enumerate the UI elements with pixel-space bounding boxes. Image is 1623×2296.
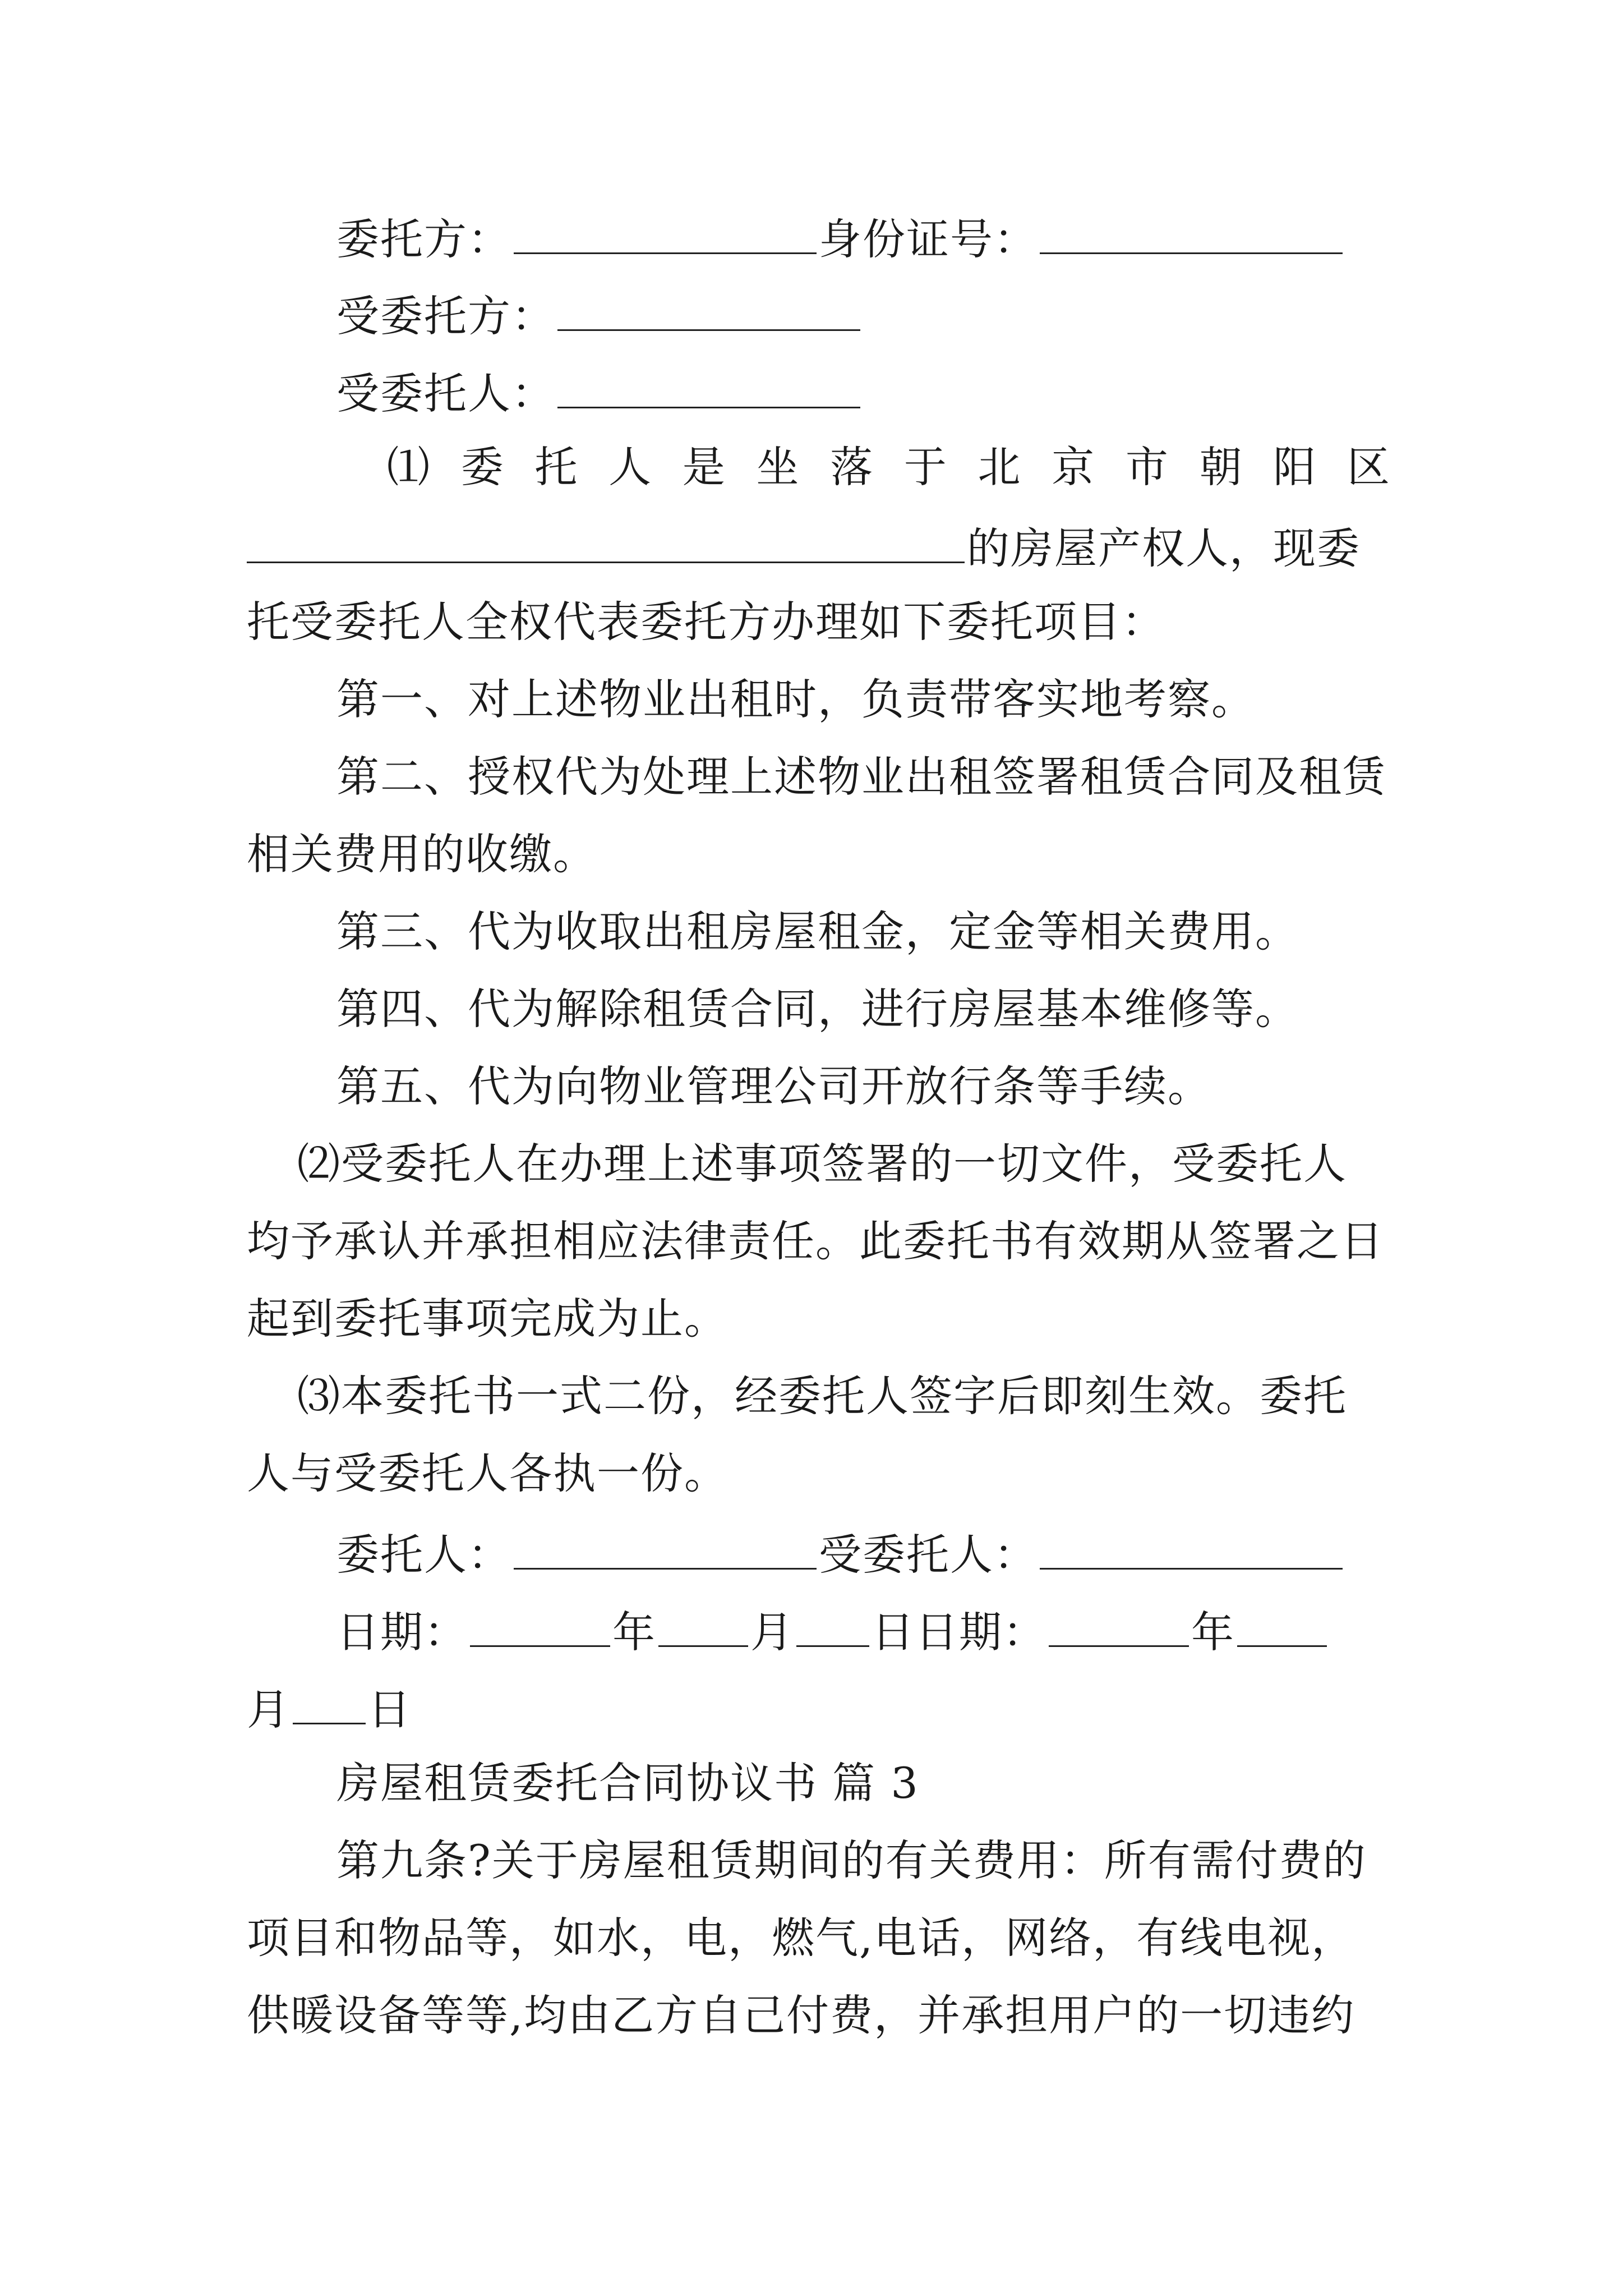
principal-blank	[514, 208, 817, 254]
paragraph-text: 第五、代为向物业管理公司开放行条等手续。	[336, 1061, 1211, 1111]
paragraph-text: 第四、代为解除租赁合同，进行房屋基本维修等。	[336, 984, 1299, 1034]
month-label: 月	[247, 1685, 291, 1734]
paragraph-line	[247, 1446, 1391, 1502]
paragraph-line	[336, 671, 1391, 728]
clause-char: 区	[1347, 442, 1391, 492]
paragraph-line	[247, 1213, 1391, 1269]
principal-line	[336, 208, 1391, 264]
clause-char: 市	[1125, 442, 1169, 492]
entrusted-party-label: 受委托方：	[336, 291, 555, 341]
paragraph-text: 项目和物品等，如水，电，燃气,电话，网络，有线电视，	[247, 1913, 1355, 1963]
clause-char: 托	[534, 442, 579, 492]
year-label: 年	[612, 1607, 656, 1657]
month-blank	[1237, 1600, 1327, 1647]
paragraph-line	[297, 1368, 1391, 1424]
day-date-label: 日日期：	[872, 1607, 1046, 1657]
paragraph-line	[247, 826, 1391, 882]
property-owner-line	[247, 517, 1391, 573]
paragraph-line	[336, 1833, 1391, 1889]
day-label: 日	[368, 1685, 412, 1734]
id-number-label: 身份证号：	[819, 214, 1038, 264]
year-blank	[1049, 1600, 1189, 1647]
paragraph-line	[336, 904, 1391, 960]
id-number-blank	[1040, 208, 1343, 254]
clause-char: ⑴	[387, 442, 431, 492]
agent-signature-blank	[1040, 1523, 1343, 1570]
year-blank	[470, 1600, 610, 1647]
signature-line	[336, 1523, 1391, 1579]
paragraph-line	[247, 594, 1391, 650]
property-address-blank	[247, 517, 965, 563]
clause-char: 落	[830, 442, 874, 492]
paragraph-text: 均予承认并承担相应法律责任。此委托书有效期从签署之日	[247, 1216, 1384, 1266]
clause-char: 于	[903, 442, 948, 492]
paragraph-text: 起到委托事项完成为止。	[247, 1294, 728, 1343]
clause-char: 人	[608, 442, 653, 492]
principal-label: 委托方：	[336, 214, 511, 264]
paragraph-text: 托受委托人全权代表委托方办理如下委托项目：	[247, 597, 1165, 647]
clause-1-line	[387, 439, 1391, 495]
paragraph-text: 相关费用的收缴。	[247, 829, 597, 879]
principal-signature-blank	[514, 1523, 817, 1570]
paragraph-line	[336, 1059, 1391, 1115]
paragraph-text: 第九条?关于房屋租赁期间的有关费用：所有需付费的	[336, 1835, 1367, 1885]
paragraph-text: 第一、对上述物业出租时，负责带客实地考察。	[336, 674, 1255, 724]
paragraph-line	[247, 1910, 1391, 1966]
paragraph-text: ⑵受委托人在办理上述事项签署的一切文件，受委托人	[297, 1139, 1347, 1189]
section-heading-text: 房屋租赁委托合同协议书 篇 3	[336, 1758, 919, 1808]
clause-char: 是	[682, 442, 726, 492]
agent-label: 受委托人：	[336, 369, 555, 418]
paragraph-line	[336, 981, 1391, 1037]
date-line	[336, 1600, 1391, 1657]
section-heading	[336, 1755, 1391, 1811]
day-blank	[293, 1678, 366, 1724]
agent-signature-label: 受委托人：	[819, 1530, 1038, 1580]
paragraph-text: 第二、授权代为处理上述物业出租签署租赁合同及租赁	[336, 752, 1386, 802]
clause-char: 阳	[1273, 442, 1317, 492]
month-blank	[658, 1600, 748, 1647]
clause-char: 北	[978, 442, 1022, 492]
clause-char: 朝	[1199, 442, 1243, 492]
paragraph-line	[297, 1136, 1391, 1192]
entrusted-party-blank	[557, 284, 860, 331]
day-blank	[796, 1600, 869, 1647]
paragraph-text: 人与受委托人各执一份。	[247, 1448, 728, 1498]
paragraph-line	[247, 1291, 1391, 1347]
paragraph-text: ⑶本委托书一式二份，经委托人签字后即刻生效。委托	[297, 1371, 1347, 1421]
month-label: 月	[750, 1607, 794, 1657]
date-line-continued	[247, 1678, 1391, 1734]
date-label: 日期：	[336, 1607, 468, 1657]
entrusted-party-line	[336, 284, 1391, 341]
year-label: 年	[1191, 1607, 1235, 1657]
paragraph-line	[336, 749, 1391, 805]
paragraph-line	[247, 1987, 1391, 2044]
paragraph-text: 供暖设备等等,均由乙方自己付费，并承担用户的一切违约	[247, 1990, 1355, 2040]
clause-char: 京	[1052, 442, 1096, 492]
property-owner-text: 的房屋产权人，现委	[967, 523, 1361, 573]
clause-char: 委	[460, 442, 505, 492]
clause-char: 坐	[756, 442, 800, 492]
agent-line	[336, 362, 1391, 418]
principal-signature-label: 委托人：	[336, 1530, 511, 1580]
agent-blank	[557, 362, 860, 408]
paragraph-text: 第三、代为收取出租房屋租金，定金等相关费用。	[336, 907, 1299, 956]
